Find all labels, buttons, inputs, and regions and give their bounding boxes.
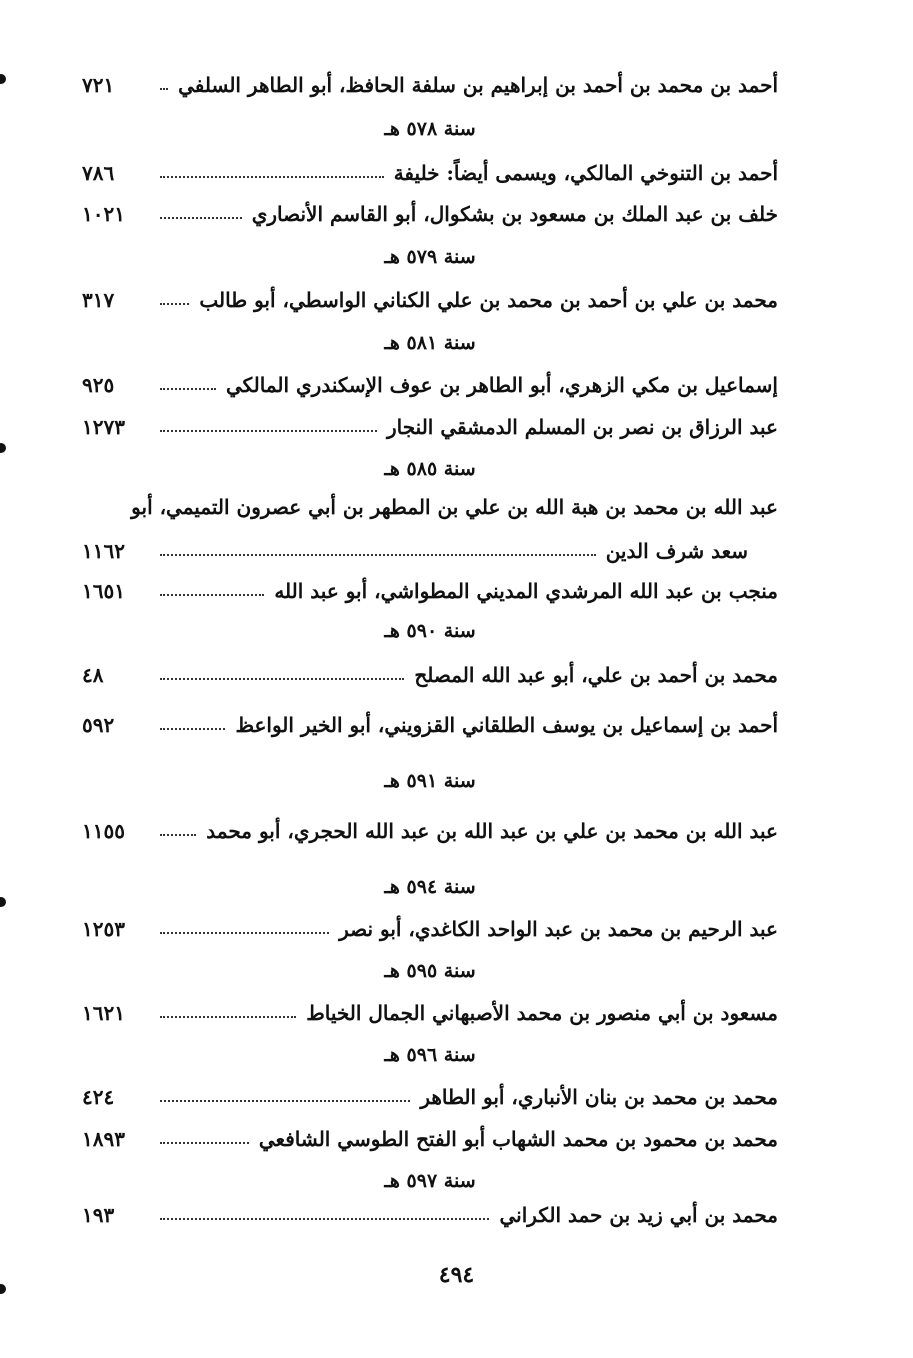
index-entry	[82, 156, 778, 190]
dot-leader	[160, 217, 242, 219]
entry-page-number: ١٦٢١	[82, 1001, 125, 1025]
entry-name: إسماعيل بن مكي الزهري، أبو الطاهر بن عوف الإسكندري المالكي	[225, 373, 778, 397]
entry-name: عبد الله بن محمد بن علي بن عبد الله بن عبد الله الحجري، أبو محمد	[206, 819, 778, 843]
index-entry	[82, 197, 778, 231]
year-label: سنة ٥٨١ هـ	[384, 332, 476, 354]
year-label: سنة ٥٩١ هـ	[384, 770, 476, 792]
index-entry	[82, 574, 778, 608]
dot-leader	[160, 594, 264, 596]
year-heading	[82, 240, 778, 274]
entry-page-number: ١٦٥١	[82, 579, 125, 603]
entry-name: محمد بن محمود بن محمد الشهاب أبو الفتح الطوسي الشافعي	[258, 1127, 778, 1151]
year-heading	[82, 112, 778, 146]
year-label: سنة ٥٧٨ هـ	[384, 118, 476, 140]
scan-mark	[0, 897, 6, 907]
index-entry	[82, 534, 778, 568]
entry-page-number: ٣١٧	[82, 288, 115, 312]
dot-leader	[160, 678, 404, 680]
entry-page-number: ١٢٥٣	[82, 917, 125, 941]
dot-leader	[160, 430, 377, 432]
year-label: سنة ٥٩٧ هـ	[384, 1170, 476, 1192]
index-entry	[82, 814, 778, 848]
scan-mark	[0, 443, 6, 453]
index-entry	[82, 368, 778, 402]
year-label: سنة ٥٧٩ هـ	[384, 246, 476, 268]
index-entry	[82, 410, 778, 444]
entry-page-number: ٧٨٦	[82, 161, 115, 185]
entry-name: محمد بن علي بن أحمد بن محمد بن علي الكناني الواسطي، أبو طالب	[199, 288, 778, 312]
year-heading	[82, 1164, 778, 1198]
entry-name: أحمد بن التنوخي المالكي، ويسمى أيضاً: خليفة	[393, 161, 778, 185]
entry-page-number: ١٢٧٣	[82, 415, 125, 439]
entry-name: أحمد بن محمد بن أحمد بن إبراهيم بن سلفة الحافظ، أبو الطاهر السلفي	[178, 73, 778, 97]
year-heading	[82, 1038, 778, 1072]
entry-name: عبد الرزاق بن نصر بن المسلم الدمشقي النجار	[387, 415, 778, 439]
year-label: سنة ٥٩٤ هـ	[384, 876, 476, 898]
dot-leader	[160, 303, 189, 305]
dot-leader	[160, 728, 225, 730]
year-heading	[82, 452, 778, 486]
index-entry	[82, 283, 778, 317]
dot-leader	[160, 388, 216, 390]
entry-page-number: ١١٥٥	[82, 819, 125, 843]
entry-page-number: ١١٦٢	[82, 539, 125, 563]
year-heading	[82, 764, 778, 798]
scan-mark	[0, 74, 6, 84]
year-heading	[82, 870, 778, 904]
entry-name: خلف بن عبد الملك بن مسعود بن بشكوال، أبو القاسم الأنصاري	[251, 202, 778, 226]
entry-name: أحمد بن إسماعيل بن يوسف الطلقاني القزويني، أبو الخير الواعظ	[235, 713, 778, 737]
entry-name: مسعود بن أبي منصور بن محمد الأصبهاني الجمال الخياط	[306, 1001, 778, 1025]
index-entry	[82, 68, 778, 102]
dot-leader	[160, 1142, 249, 1144]
entry-name: سعد شرف الدين	[605, 539, 748, 563]
entry-page-number: ١٠٢١	[82, 202, 125, 226]
entry-name: عبد الله بن محمد بن هبة الله بن علي بن المطهر بن أبي عصرون التميمي، أبو	[131, 495, 778, 519]
year-heading	[82, 614, 778, 648]
entry-page-number: ٤٨	[82, 663, 104, 687]
index-entry	[82, 912, 778, 946]
entry-name: منجب بن عبد الله المرشدي المديني المطواشي، أبو عبد الله	[274, 579, 778, 603]
page-number: ٤٩٤	[438, 1262, 475, 1288]
year-label: سنة ٥٨٥ هـ	[384, 458, 476, 480]
dot-leader	[160, 88, 168, 90]
dot-leader	[160, 1016, 296, 1018]
year-heading	[82, 326, 778, 360]
year-heading	[82, 954, 778, 988]
index-entry	[82, 708, 778, 742]
entry-page-number: ١٨٩٣	[82, 1127, 125, 1151]
index-entry	[82, 996, 778, 1030]
dot-leader	[160, 932, 329, 934]
index-entry	[82, 1080, 778, 1114]
entry-page-number: ٥٩٢	[82, 713, 115, 737]
dot-leader	[160, 834, 196, 836]
entry-page-number: ٧٢١	[82, 73, 115, 97]
entry-page-number: ١٩٣	[82, 1203, 115, 1227]
entry-name: عبد الرحيم بن محمد بن عبد الواحد الكاغدي، أبو نصر	[339, 917, 778, 941]
year-label: سنة ٥٩٦ هـ	[384, 1044, 476, 1066]
index-entry	[82, 1122, 778, 1156]
dot-leader	[160, 1100, 410, 1102]
dot-leader	[160, 1218, 489, 1220]
entry-page-number: ٤٢٤	[82, 1085, 115, 1109]
index-entry	[82, 658, 778, 692]
entry-name: محمد بن أبي زيد بن حمد الكراني	[499, 1203, 778, 1227]
entry-name: محمد بن أحمد بن علي، أبو عبد الله المصلح	[414, 663, 778, 687]
index-entry	[82, 490, 778, 524]
year-label: سنة ٥٩٠ هـ	[384, 620, 476, 642]
index-entry	[82, 1198, 778, 1232]
dot-leader	[160, 176, 384, 178]
entry-name: محمد بن محمد بن بنان الأنباري، أبو الطاهر	[420, 1085, 778, 1109]
year-label: سنة ٥٩٥ هـ	[384, 960, 476, 982]
entry-page-number: ٩٢٥	[82, 373, 115, 397]
dot-leader	[160, 554, 596, 556]
